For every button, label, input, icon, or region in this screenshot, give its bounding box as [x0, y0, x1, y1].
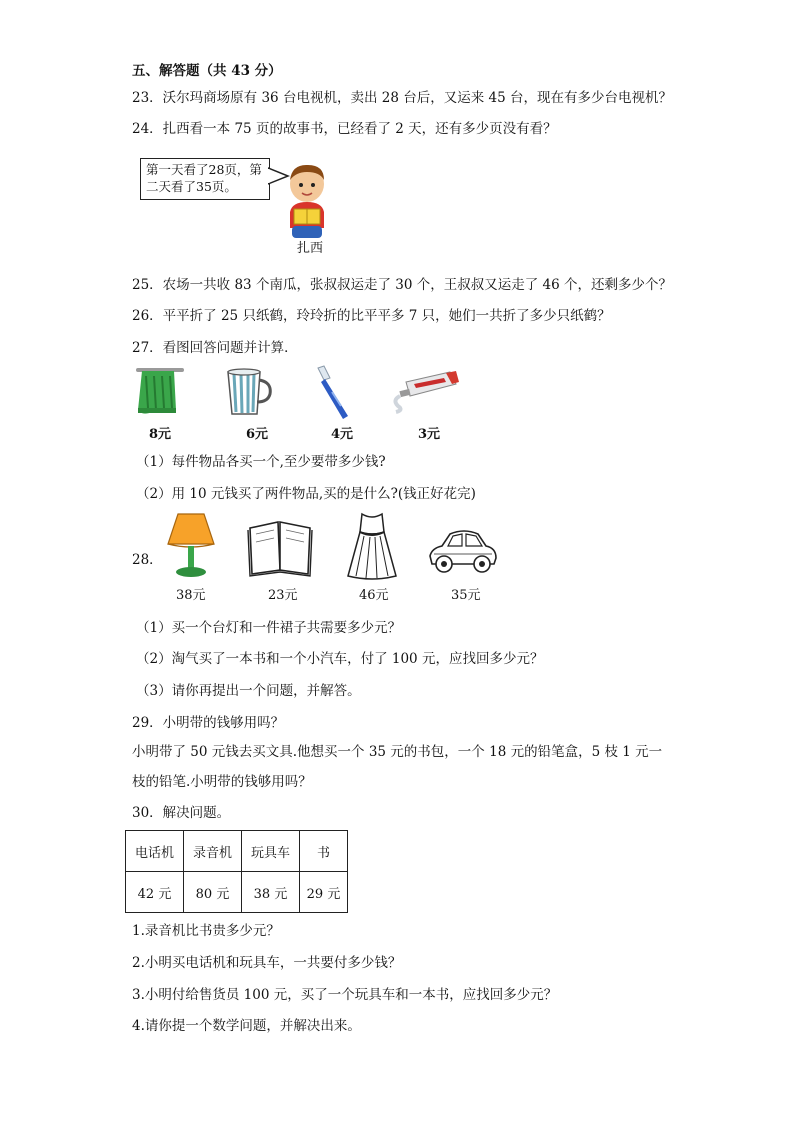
boy-name: 扎西	[297, 241, 324, 256]
question-30-part-4: 4.请你提一个数学问题，并解决出来。	[132, 1018, 361, 1034]
boy-reading-icon	[282, 162, 332, 240]
toothbrush-icon	[312, 364, 358, 420]
question-27: 27．看图回答问题并计算．	[132, 340, 298, 356]
table-row	[126, 831, 348, 872]
table-header-cell: 录音机	[184, 831, 242, 872]
section-title: 五、解答题（共 43 分）	[132, 63, 282, 79]
toothpaste-icon	[388, 368, 462, 414]
price-label: 38元	[176, 588, 206, 603]
table-header-cell: 电话机	[126, 831, 184, 872]
lamp-icon	[164, 510, 218, 582]
question-30-title: 30．解决问题。	[132, 805, 231, 821]
cup-icon	[222, 366, 276, 418]
price-label: 4元	[331, 427, 354, 442]
table-cell: 38 元	[242, 872, 300, 913]
question-27-part-2: （2）用 10 元钱买了两件物品,买的是什么?(钱正好花完)	[136, 486, 476, 502]
question-30-part-3: 3.小明付给售货员 100 元，买了一个玩具车和一本书，应找回多少元？	[132, 987, 558, 1003]
question-30-part-1: 1.录音机比书贵多少元？	[132, 923, 280, 939]
question-29-line-2: 枝的铅笔.小明带的钱够用吗？	[132, 774, 312, 790]
question-28-part-1: （1）买一个台灯和一件裙子共需要多少元？	[136, 620, 402, 636]
question-23: 23．沃尔玛商场原有 36 台电视机，卖出 28 台后，又运来 45 台，现在有多少台电视机？	[132, 90, 672, 106]
price-label: 3元	[418, 427, 441, 442]
price-label: 23元	[268, 588, 298, 603]
dress-icon	[344, 510, 400, 582]
question-29-line-1: 小明带了 50 元钱去买文具.他想买一个 35 元的书包，一个 18 元的铅笔盒，5 枝 1 元一	[132, 744, 663, 760]
speech-bubble: 第一天看了28页，第二天看了35页。	[140, 158, 270, 200]
question-26: 26．平平折了 25 只纸鹤，玲玲折的比平平多 7 只，她们一共折了多少只纸鹤？	[132, 308, 611, 324]
price-label: 35元	[451, 588, 481, 603]
question-29-title: 29．小明带的钱够用吗？	[132, 715, 285, 731]
question-28-part-3: （3）请你再提出一个问题，并解答。	[136, 683, 361, 699]
table-header-cell: 玩具车	[242, 831, 300, 872]
book-icon	[246, 516, 316, 578]
question-28-part-2: （2）淘气买了一本书和一个小汽车，付了 100 元，应找回多少元？	[136, 651, 544, 667]
table-cell: 42 元	[126, 872, 184, 913]
table-header-cell: 书	[300, 831, 348, 872]
table-cell: 29 元	[300, 872, 348, 913]
question-24: 24．扎西看一本 75 页的故事书，已经看了 2 天，还有多少页没有看？	[132, 121, 557, 137]
question-25: 25．农场一共收 83 个南瓜，张叔叔运走了 30 个，王叔叔又运走了 46 个，还剩多少个？	[132, 277, 672, 293]
question-30-part-2: 2.小明买电话机和玩具车，一共要付多少钱？	[132, 955, 402, 971]
question-28-label: 28．	[132, 552, 163, 568]
table-cell: 80 元	[184, 872, 242, 913]
table-row	[126, 872, 348, 913]
price-label: 8元	[149, 427, 172, 442]
price-table	[125, 830, 348, 913]
towel-icon	[130, 366, 188, 418]
toy-car-icon	[426, 526, 500, 576]
price-label: 6元	[246, 427, 269, 442]
price-label: 46元	[359, 588, 389, 603]
question-27-part-1: （1）每件物品各买一个,至少要带多少钱?	[136, 454, 386, 470]
